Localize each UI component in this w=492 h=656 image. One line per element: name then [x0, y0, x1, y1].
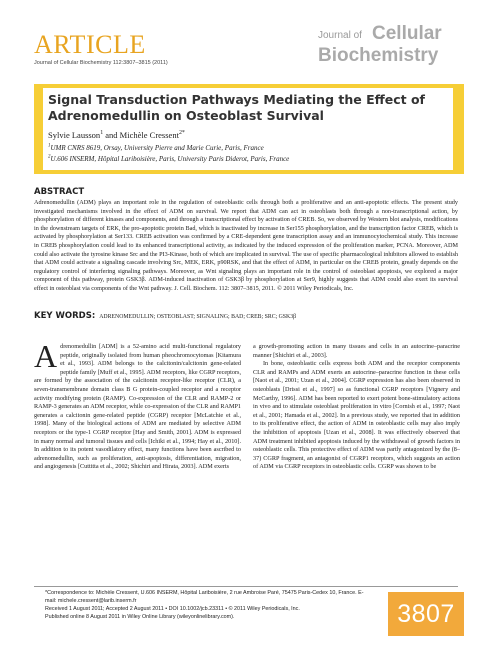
author-list: [48, 130, 448, 140]
author-affiliation-marker: 1: [100, 130, 104, 137]
footer-divider: [34, 586, 458, 587]
abstract-body: Adrenomedullin (ADM) plays an important role in the regulation of osteoblastic cells through both a proliferative and an anti-apoptotic effects. The present study investigated mechanisms involved in the effect of ADM on survival. We report that ADM can act in osteoblasts both through a non-transcriptional action, by phosphorylation of different kinases and components, and through a transcriptional effect by activation of CREB. So, we observed by Western blot analysis, modifications in the downstream targets of ERK, the pro-apoptotic protein Bad, which is inactivated by increase in Ser155 phosphorylation, and the transcription factor CREB, which is activated by phosphorylation at Ser133. CREB activation was confirmed by a CRE-dependent gene transcription assay and an immunocytochemical study. This increase in CREB phosphorylation could lead to its enhanced transcriptional activity, as indicated by the induced expression of the proliferation marker, PCNA. Moreover, ADM could also activate the tyrosine kinase Src and the PI3-Kinase, both of which are implicated in survival. The use of specific pharmacological inhibitors allowed to establish that ADM could activate a signaling cascade involving Src, MEK, ERK, p90RSK, and that the effect of ADM, in particular on the CREB protein, greatly depends on the regulatory control of interfering signaling pathways. Moreover, as Wnt signaling plays an important role in the control of osteoblast apoptosis, we explored a major component of this pathway, protein GSK3β. ADM-induced inactivation of GSK3β by phosphorylation at Ser9, highly suggests that ADM could also exert its survival effect in osteoblast via components of the Wnt pathway. J. Cell. Biochem. 112: 3807–3815, 2011. © 2011 Wiley Periodicals, Inc.: [34, 199, 458, 292]
page-number-badge: [388, 592, 464, 636]
affiliation-text: UMR CNRS 8619, Orsay, University Pierre and Marie Curie, Paris, France: [50, 144, 264, 152]
published-note: Published online 8 August 2011 in Wiley Online Library (wileyonlinelibrary.com).: [45, 614, 235, 620]
title-panel: [43, 88, 453, 170]
body-paragraph: drenomedullin [ADM] is a 52-amino acid multi-functional regulatory peptide, originally isolated from human pheochromocytomas [Kitamura et al., 1993]. ADM belongs to the calcitonin/calcitonin gene-related peptide family [Muff et al., 1995]. ADM receptors, like CGRP receptors, are formed by the association of the calcitonin receptor-like receptor (CLR), a seven-transmembrane domain class B G protein-coupled receptor and a receptor activity modifying protein (RAMP). Co-expression of the CLR and RAMP-2 or RAMP-3 generates an ADM receptor, while co-expression of the CLR and RAMP1 generates a calcitonin gene-related peptide (CGRP) receptor [McLatchie et al., 1998]. Many of the biological actions of ADM are mediated by selective ADM receptors or the type-1 CGRP receptor [Hay and Smith, 2001]. ADM is expressed in many normal and tumoral tissues and cells [Ichiki et al., 1994; Hay et al., 2010]. In addition to its potent vasodilatory effect, many functions have been ascribed to adrenomedullin, such as proliferation, anti-apoptosis, differentiation, migration, and angiogenesis [Cuttitta et al., 2002; Shichiri and Hirata, 2003]. ADM exerts: [34, 343, 241, 471]
title-frame: [34, 84, 464, 174]
abstract-heading: ABSTRACT: [34, 187, 85, 197]
drop-cap: A: [34, 338, 58, 374]
correspondence-note: *Correspondence to: Michèle Cressent, U.606 INSERM, Hôpital Lariboisière, 2 rue Ambroise Paré, 75475 Paris-Cedex 10, France. E-mail: michele.cressent@larib.inserm.fr: [45, 590, 364, 604]
body-column-right: [253, 343, 460, 472]
affiliation-text: U.606 INSERM, Hôpital Lariboisière, Paris, University Paris Diderot, Paris, France: [50, 155, 290, 163]
author-affiliation-marker: 2*: [178, 130, 185, 137]
author-name: and Michèle Cressent: [103, 130, 179, 140]
body-paragraph: In bone, osteoblastic cells express both ADM and the receptor components CLR and RAMPs and ADM exerts an autocrine–paracrine function in these cells [Naot et al., 2001; Uzan et al., 2004]. CGRP expression has also been observed in osteoblasts [Drissi et al., 1997] so as functional CGRP receptors [Vignery and McCarthy, 1996]. ADM has been reported to exert potent bone-stimulatory actions in vivo and to stimulate osteoblast proliferation in vitro [Cornish et al., 1997; Naot et al., 2001; Hamada et al., 2002]. In a previous study, we reported that in addition to its proliferative effect, the action of ADM in osteoblastic cells may also imply the inhibition of apoptosis [Uzan et al., 2008]. It was effectively observed that ADM treatment inhibited apoptosis induced by the withdrawal of growth factors in osteoblastic cells. This protective effect of ADM was partly antagonized by the (8–37) CGRP fragment, an antagonist of CGRP1 receptors, which suggests an action of ADM via CGRP receptors in osteoblastic cells. CGRP was shown to be: [253, 360, 460, 471]
journal-logo-word3: Biochemistry: [318, 45, 439, 66]
affiliation-marker: 2: [48, 154, 51, 160]
keywords-list: ADRENOMEDULLIN; OSTEOBLAST; SIGNALING; BAD; CREB; SRC; GSK3β: [99, 314, 297, 320]
journal-logo-word1: Journal of: [318, 30, 362, 41]
paper-title: Signal Transduction Pathways Mediating the Effect of Adrenomedullin on Osteoblast Survival: [48, 92, 425, 123]
affiliation-marker: 1: [48, 143, 51, 149]
affiliation-2: [48, 154, 448, 165]
affiliation-1: [48, 143, 448, 154]
author-name: Sylvie Lausson: [48, 130, 101, 140]
keywords-label: KEY WORDS:: [34, 311, 96, 321]
journal-logo: [318, 22, 468, 74]
body-column-left: [34, 338, 241, 472]
keywords-line: [34, 311, 458, 321]
journal-logo-word2: Cellular: [372, 23, 442, 44]
body-paragraph: a growth-promoting action in many tissues and cells in an autocrine–paracrine manner [Shichiri et al., 2003].: [253, 343, 460, 359]
page-number: 3807: [397, 599, 455, 628]
article-label: ARTICLE: [34, 30, 146, 59]
received-note: Received 1 August 2011; Accepted 2 August 2011 • DOI 10.1002/jcb.23311 • © 2011 Wiley Periodicals, Inc.: [45, 606, 300, 612]
journal-reference: Journal of Cellular Biochemistry 112:3807–3815 (2011): [34, 60, 168, 66]
footnotes: [45, 589, 365, 621]
